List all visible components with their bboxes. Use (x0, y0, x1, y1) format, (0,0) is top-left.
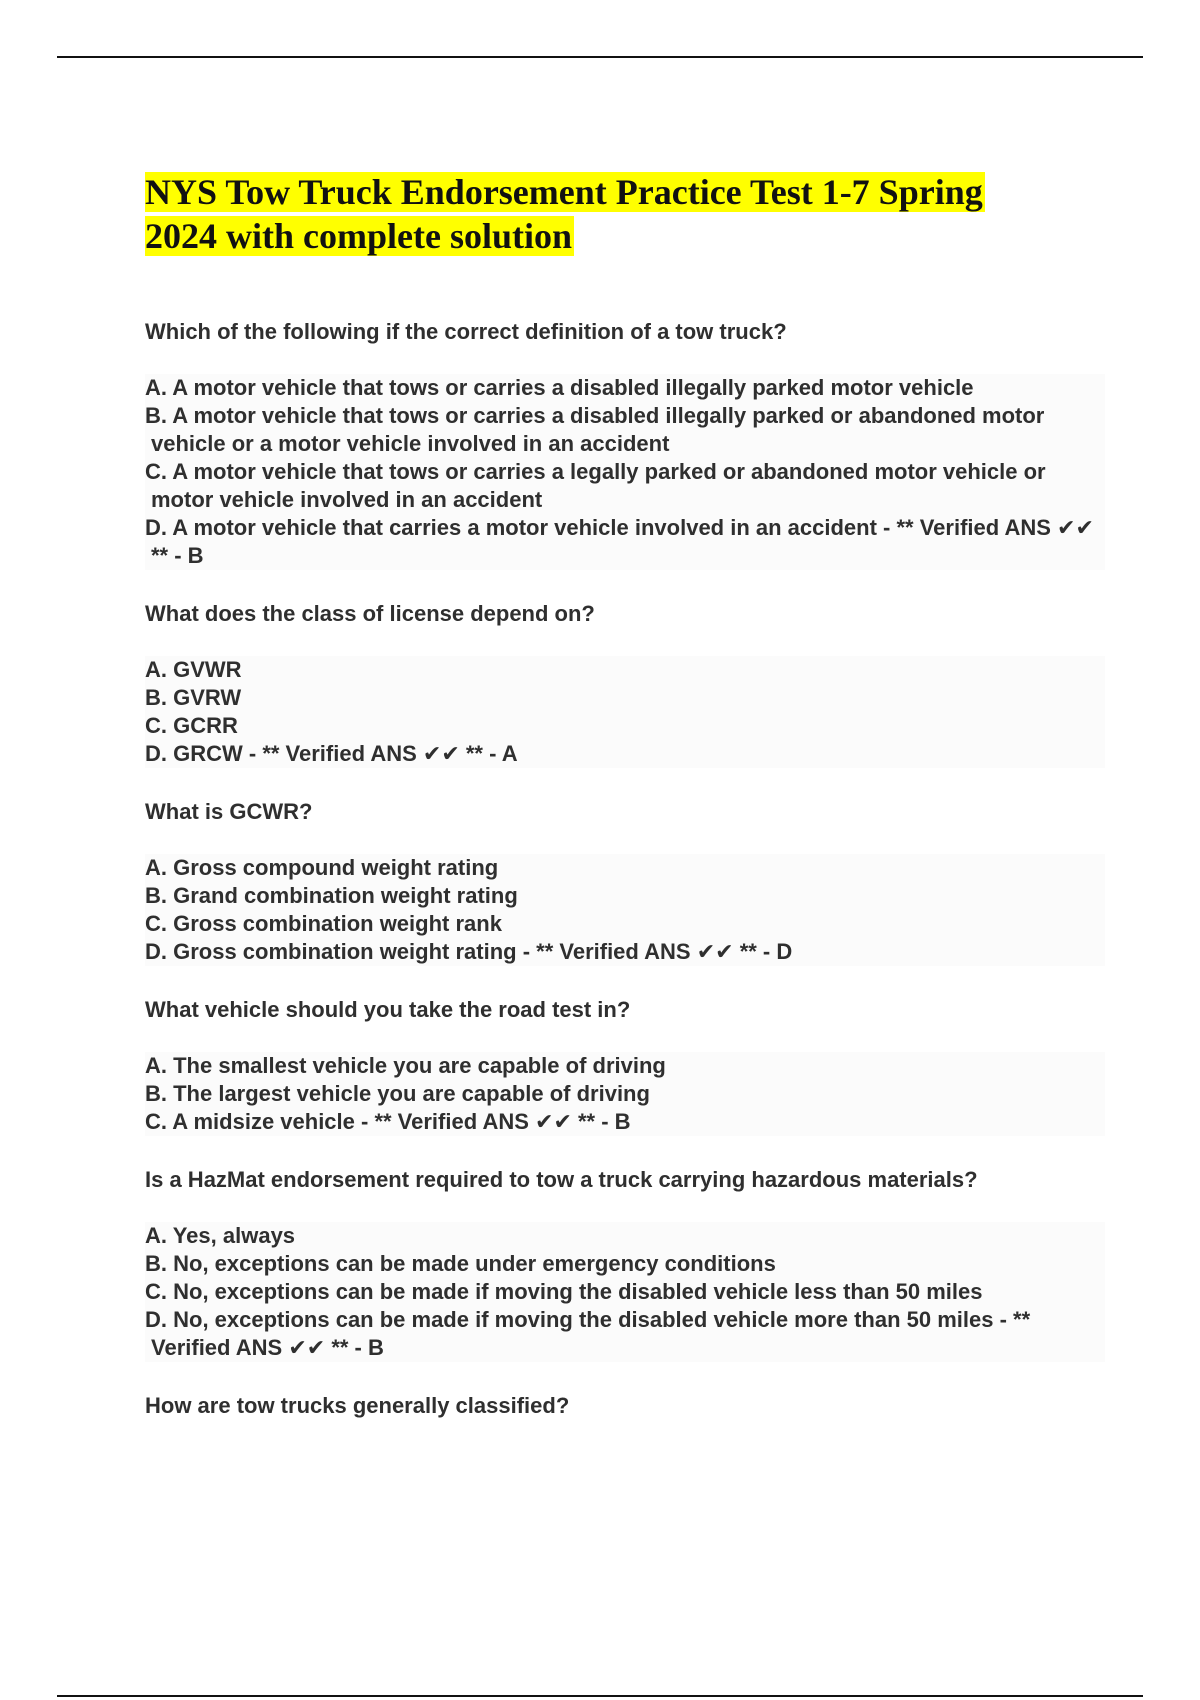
question-block-3 (145, 798, 1105, 966)
option-b: B. A motor vehicle that tows or carries a disabled illegally parked or abandoned motor vehicle or a motor vehicle involved in an accident (145, 402, 1105, 458)
answer-options (145, 374, 1105, 570)
bottom-rule (57, 1695, 1143, 1697)
question-text: How are tow trucks generally classified? (145, 1393, 570, 1418)
option-a: A. The smallest vehicle you are capable of driving (145, 1052, 1105, 1080)
option-c-with-answer: C. A midsize vehicle - ** Verified ANS ✔✔ ** - B (145, 1108, 1105, 1136)
option-b: B. No, exceptions can be made under emergency conditions (145, 1250, 1105, 1278)
question-text: Which of the following if the correct definition of a tow truck? (145, 319, 787, 344)
option-a: A. Yes, always (145, 1222, 1105, 1250)
question-block-4 (145, 996, 1105, 1136)
option-c: C. No, exceptions can be made if moving the disabled vehicle less than 50 miles (145, 1278, 1105, 1306)
question-text: What is GCWR? (145, 799, 313, 824)
question-block-1 (145, 318, 1105, 570)
question-block-6 (145, 1392, 1105, 1420)
document-body (145, 170, 1105, 1450)
answer-options (145, 1222, 1105, 1362)
question-block-5 (145, 1166, 1105, 1362)
option-c: C. Gross combination weight rank (145, 910, 1105, 938)
answer-options (145, 656, 1105, 768)
option-c: C. A motor vehicle that tows or carries a legally parked or abandoned motor vehicle or motor vehicle involved in an accident (145, 458, 1105, 514)
option-d-with-answer: D. GRCW - ** Verified ANS ✔✔ ** - A (145, 740, 1105, 768)
answer-options (145, 1052, 1105, 1136)
option-d-with-answer: D. Gross combination weight rating - ** Verified ANS ✔✔ ** - D (145, 938, 1105, 966)
title-line-2: 2024 with complete solution (145, 216, 572, 256)
option-b: B. Grand combination weight rating (145, 882, 1105, 910)
document-title (145, 170, 1105, 258)
question-text: Is a HazMat endorsement required to tow a truck carrying hazardous materials? (145, 1167, 978, 1192)
option-d-with-answer: D. A motor vehicle that carries a motor vehicle involved in an accident - ** Verified ANS ✔✔ ** - B (145, 514, 1105, 570)
question-text: What does the class of license depend on? (145, 601, 595, 626)
answer-options (145, 854, 1105, 966)
top-rule (57, 56, 1143, 58)
option-b: B. GVRW (145, 684, 1105, 712)
option-c: C. GCRR (145, 712, 1105, 740)
option-a: A. Gross compound weight rating (145, 854, 1105, 882)
option-b: B. The largest vehicle you are capable of driving (145, 1080, 1105, 1108)
question-text: What vehicle should you take the road test in? (145, 997, 631, 1022)
title-line-1: NYS Tow Truck Endorsement Practice Test 1-7 Spring (145, 172, 983, 212)
option-a: A. GVWR (145, 656, 1105, 684)
option-d-with-answer: D. No, exceptions can be made if moving the disabled vehicle more than 50 miles - ** Verified ANS ✔✔ ** - B (145, 1306, 1105, 1362)
question-block-2 (145, 600, 1105, 768)
option-a: A. A motor vehicle that tows or carries a disabled illegally parked motor vehicle (145, 374, 1105, 402)
